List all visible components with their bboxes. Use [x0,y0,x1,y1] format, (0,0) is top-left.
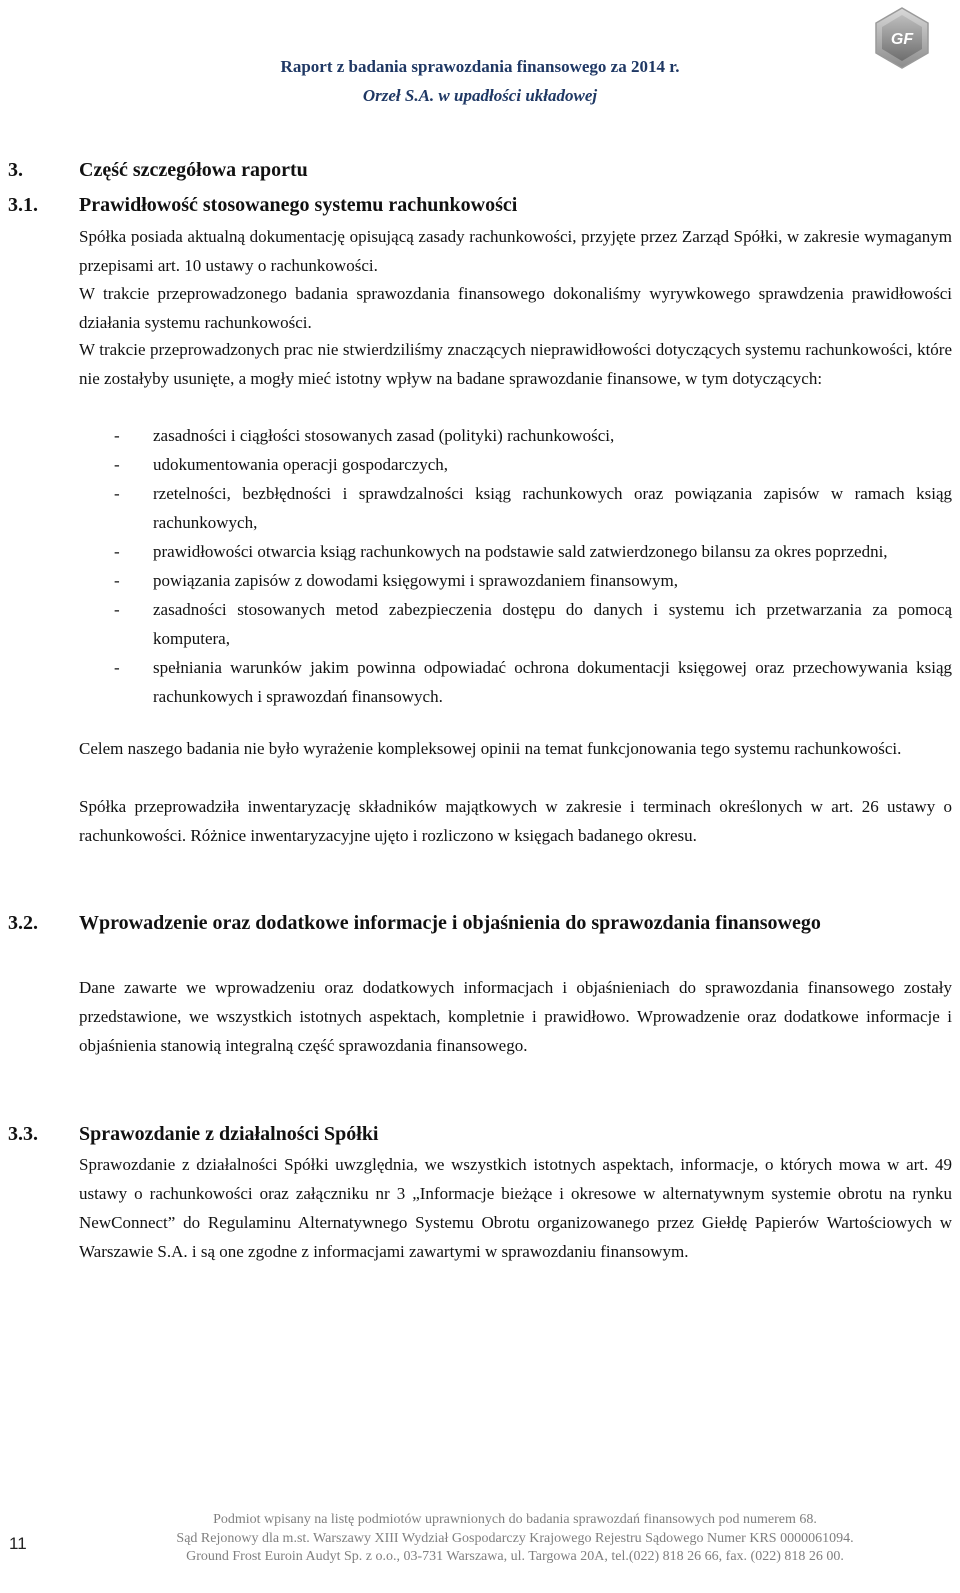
list-item: - udokumentowania operacji gospodarczych, [114,455,449,474]
section-title: Prawidłowość stosowanego systemu rachunkowości [79,194,518,216]
report-header [0,56,960,107]
paragraph: W trakcie przeprowadzonego badania sprawozdania finansowego dokonaliśmy wyrywkowego sprawdzenia prawidłowości działania systemu rachunkowości. [79,284,952,332]
section-number: 3. [8,159,23,181]
section-title: Sprawozdanie z działalności Spółki [79,1123,379,1145]
report-title: Raport z badania sprawozdania finansowego za 2014 r. [280,57,680,76]
paragraph: W trakcie przeprowadzonych prac nie stwierdziliśmy znaczących nieprawidłowości dotyczących systemu rachunkowości, które nie zostałyby usunięte, a mogły mieć istotny wpływ na badane sprawozdanie finansowe, w tym dotyczących: [79,340,952,388]
list-item: - zasadności stosowanych metod zabezpieczenia dostępu do danych i systemu ich przetwarzania za pomocą komputera, [114,600,952,648]
footer-line: Podmiot wpisany na listę podmiotów uprawnionych do badania sprawozdań finansowych pod numerem 68. [213,1512,817,1527]
section-number: 3.1. [8,194,38,216]
svg-text:GF: GF [890,31,914,48]
list-item: - spełniania warunków jakim powinna odpowiadać ochrona dokumentacji księgowej oraz przechowywania ksiąg rachunkowych i sprawozdań finansowych. [114,658,952,706]
list-item: - powiązania zapisów z dowodami księgowymi i sprawozdaniem finansowym, [114,571,678,590]
list-item: - rzetelności, bezbłędności i sprawdzalności ksiąg rachunkowych oraz powiązania zapisów w ramach ksiąg rachunkowych, [114,484,952,532]
paragraph: Spółka przeprowadziła inwentaryzację składników majątkowych w zakresie i terminach określonych w art. 26 ustawy o rachunkowości. Różnice inwentaryzacyjne ujęto i rozliczono w księgach badanego okresu. [79,797,952,845]
company-name: Orzeł S.A. w upadłości układowej [362,86,598,105]
paragraph: Sprawozdanie z działalności Spółki uwzględnia, we wszystkich istotnych aspektach, informacje, o których mowa w art. 49 ustawy o rachunkowości oraz załączniku nr 3 „Informacje bieżące i okresowe w alternatywnym systemie obrotu na rynku NewConnect” do Regulaminu Alternatywnego Systemu Obrotu organizowanego przez Giełdę Papierów Wartościowych w Warszawie S.A. i są one zgodne z informacjami zawartymi w sprawozdaniu finansowym. [79,1155,952,1261]
footer-line: Ground Frost Euroin Audyt Sp. z o.o., 03-731 Warszawa, ul. Targowa 20A, tel.(022) 818 26 66, fax. (022) 818 26 00. [186,1549,844,1564]
section-number: 3.3. [8,1123,38,1145]
section-number: 3.2. [8,912,38,934]
list-item: - zasadności i ciągłości stosowanych zasad (polityki) rachunkowości, [114,426,615,445]
page-number: 11 [9,1534,27,1553]
footer-line: Sąd Rejonowy dla m.st. Warszawy XIII Wydział Gospodarczy Krajowego Rejestru Sądowego Numer KRS 0000061094. [176,1530,854,1546]
list-item: - prawidłowości otwarcia ksiąg rachunkowych na podstawie sald zatwierdzonego bilansu za okres poprzedni, [114,542,888,561]
paragraph: Dane zawarte we wprowadzeniu oraz dodatkowych informacjach i objaśnieniach do sprawozdania finansowego zostały przedstawione, we wszystkich istotnych aspektach, kompletnie i prawidłowo. Wprowadzenie oraz dodatkowe informacje i objaśnienia stanowią integralną część sprawozdania finansowego. [79,978,952,1055]
paragraph: Celem naszego badania nie było wyrażenie kompleksowej opinii na temat funkcjonowania tego systemu rachunkowości. [79,739,902,758]
section-title: Część szczegółowa raportu [79,159,308,181]
page-footer [100,1511,930,1567]
section-title: Wprowadzenie oraz dodatkowe informacje i objaśnienia do sprawozdania finansowego [79,912,821,934]
paragraph: Spółka posiada aktualną dokumentację opisującą zasady rachunkowości, przyjęte przez Zarząd Spółki, w zakresie wymaganym przepisami art. 10 ustawy o rachunkowości. [79,227,952,275]
bullet-list [79,421,952,711]
